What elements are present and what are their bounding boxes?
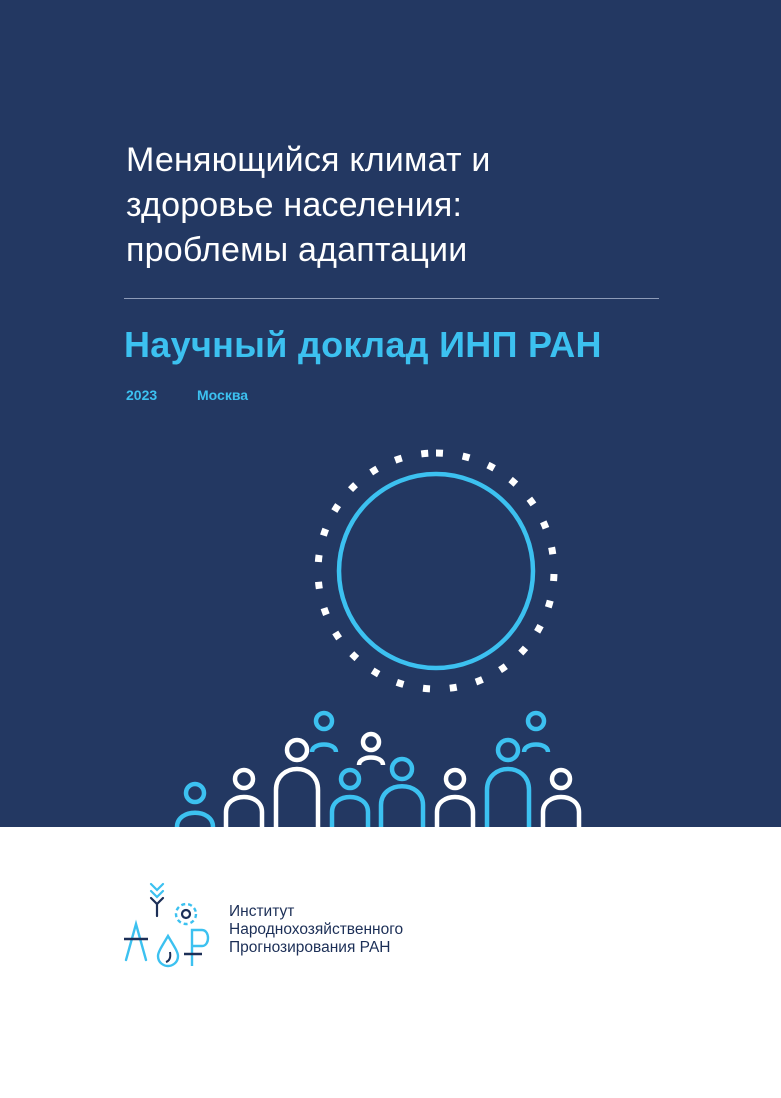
person-front-2-icon (226, 770, 262, 827)
person-mid-1-icon (276, 740, 318, 827)
person-mid-2-icon (487, 740, 529, 827)
person-back-2-icon (359, 734, 383, 765)
dotted-sun-ring (318, 453, 554, 689)
title-line-1: Меняющийся климат и (126, 141, 491, 179)
person-front-1-icon (177, 784, 213, 827)
institute-name-line-2: Народнохозяйственного (229, 921, 404, 938)
institute-name-line-1: Институт (229, 903, 295, 920)
institute-name-line-3: Прогнозирования РАН (229, 939, 391, 956)
publication-city: Москва (197, 387, 249, 403)
person-front-5-icon (543, 770, 579, 827)
institute-logo-icon (118, 880, 218, 970)
report-subtitle: Научный доклад ИНП РАН (124, 324, 602, 365)
title-line-2: здоровье населения: (126, 186, 463, 224)
person-mid-3-icon (381, 759, 423, 827)
title-line-3: проблемы адаптации (126, 231, 468, 269)
person-front-3-icon (332, 770, 368, 827)
publication-year: 2023 (126, 387, 158, 403)
sun-circle-icon (339, 474, 533, 668)
person-back-3-icon (524, 713, 548, 752)
person-back-1-icon (312, 713, 336, 752)
institute-name (229, 903, 403, 957)
person-front-4-icon (437, 770, 473, 827)
